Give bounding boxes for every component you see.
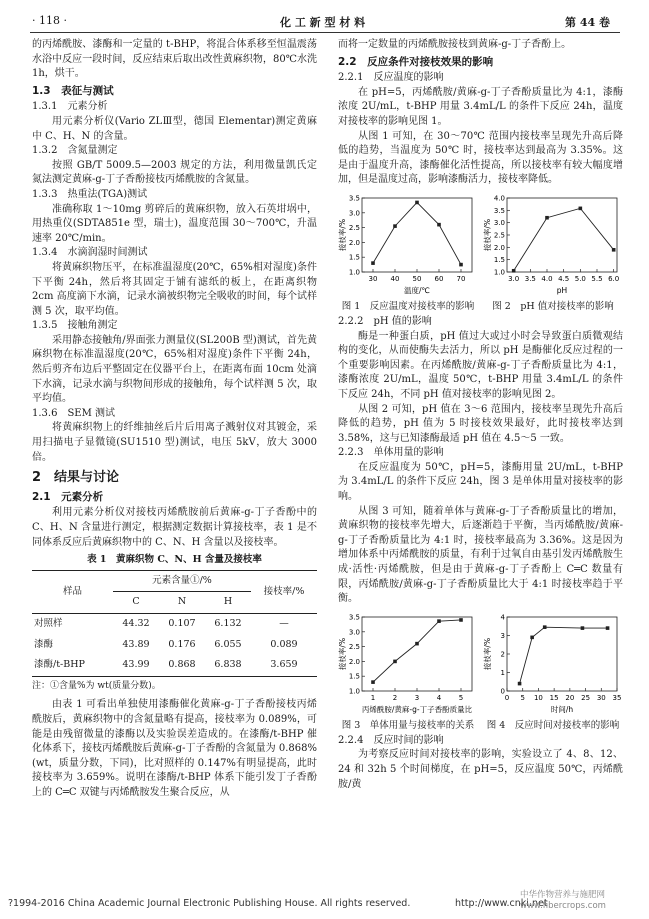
y-axis-label: 接枝率/% [338, 637, 347, 670]
table-row [32, 635, 317, 656]
x-tick-label: 5.0 [574, 274, 586, 283]
copyright-footer: ?1994-2016 China Academic Journal Electronic Publishing House. All rights reserved. [8, 898, 411, 909]
data-point [606, 626, 610, 630]
element-table [32, 570, 317, 677]
right-column [338, 38, 623, 792]
journal-title: 化 工 新 型 材 料 [280, 16, 366, 29]
data-point [393, 659, 397, 663]
x-tick-label: 0 [504, 693, 510, 702]
table-header-sample: 样品 [62, 585, 82, 597]
cell-h: 6.838 [214, 659, 242, 671]
y-tick-label: 1 [500, 668, 505, 677]
x-tick-label: 5.5 [591, 274, 603, 283]
x-tick-label: 50 [412, 274, 422, 283]
y-tick-label: 3 [500, 631, 505, 640]
plot-frame [362, 198, 472, 272]
table-header-elements: 元素含量①/% [113, 570, 251, 592]
x-tick-label: 30 [596, 693, 606, 702]
cell-rate: 3.659 [270, 659, 298, 671]
y-tick-label: 3.0 [348, 628, 360, 637]
x-tick-label: 6.0 [608, 274, 620, 283]
cell-n: 0.868 [168, 659, 196, 671]
paragraph-2-2-3-b: 从图 3 可知，随着单体与黄麻-g-丁子香酚质量比的增加，黄麻织物的接枝率先增大，后逐渐趋于平衡，当丙烯酰胺/黄麻-g-丁子香酚质量比为 4:1 时，接枝率最高为 3.36%。这是因为增加体系中丙烯酰胺的质量，有利于过氧自由基引发丙烯酰胺生成·活性·丙烯酰胺，但是由于黄麻-g-丁子香酚上 C═C 数量有限，丙烯酰胺/黄麻-g-丁子香酚质量比大于 4:1 时接枝率趋于平衡。 [338, 505, 623, 605]
table-header-rate: 接枝率/% [263, 585, 305, 597]
table-caption: 表 1 黄麻织物 C、N、H 含量及接枝率 [87, 554, 262, 566]
y-tick-label: 4.0 [493, 194, 505, 203]
x-tick-label: 1 [370, 693, 376, 702]
x-tick-label: 70 [456, 274, 466, 283]
x-tick-label: 3 [414, 693, 420, 702]
figure-1-chart [338, 192, 478, 300]
y-tick-label: 1.0 [348, 268, 360, 277]
figure-3-caption: 图 3 单体用量与接枝率的关系 [341, 719, 475, 731]
section-2-2-3-heading: 2.2.3 单体用量的影响 [338, 447, 444, 459]
y-tick-label: 0 [500, 687, 505, 696]
y-tick-label: 2.0 [348, 657, 360, 666]
y-axis-label: 接枝率/% [483, 218, 492, 252]
section-2-heading: 2 结果与讨论 [32, 470, 120, 486]
section-1-3-1-heading: 1.3.1 元素分析 [32, 101, 108, 113]
paragraph-2-2-2-a: 酶是一种蛋白质，pH 值过大或过小时会导致蛋白质微观结构的变化，从而使酶失去活力，所以 pH 是酶催化反应过程的一个重要影响因素。在丙烯酰胺/黄麻-g-丁子香酚质量比为 4:1，漆酶浓度 2U/mL，温度 50℃，t-BHP 用量 3.4mL/L 的条件下反应 24h，不同 pH 值对接枝率的影响见图 2。 [338, 330, 623, 400]
y-tick-label: 3.5 [348, 613, 360, 622]
right-top-paragraph: 而将一定数量的丙烯酰胺接枝到黄麻-g-丁子香酚上。 [338, 39, 572, 50]
x-tick-label: 20 [565, 693, 575, 702]
data-point [415, 642, 419, 646]
data-point [612, 248, 616, 252]
x-axis-label: 温度/℃ [404, 285, 430, 295]
x-tick-label: 5 [458, 693, 464, 702]
figure-row-1-2 [338, 192, 623, 313]
data-point [512, 269, 516, 273]
figure-4-caption: 图 4 反应时间对接枝率的影响 [486, 719, 620, 731]
paragraph-1-3-5: 采用静态接触角/界面张力测量仪(SL200B 型)测试，首先黄麻织物在标准温湿度(20℃，65%相对湿度)条件下平衡 24h，然后剪齐布边后平整固定在仪器平台上，在距离布面 10cm 处滴下水滴，记录水滴与织物间形成的接触角，每个试样测 5 次，取平均值。 [32, 334, 317, 405]
x-tick-label: 5 [520, 693, 525, 702]
section-2-2-2-heading: 2.2.2 pH 值的影响 [338, 315, 432, 327]
paragraph-after-table: 由表 1 可看出单独使用漆酶催化黄麻-g-丁子香酚接枝丙烯酰胺后，黄麻织物中的含氮量略有提高，接枝率为 0.089%，可能是由残留微量的漆酶以及实验误差造成的。在漆酶/t-BHP 催化体系下，接枝丙烯酰胺后黄麻-g-丁子香酚的含氮量为 0.868%(wt，质量分数，下同)，比对照样的 0.147%有明显提高，此时接枝率为 3.659%。说明在漆酶/t-BHP 体系下能引发丁子香酚上的 C═C 双键与丙烯酰胺发生聚合反应，从 [32, 699, 317, 798]
header-rule [30, 32, 620, 33]
data-point [459, 263, 463, 267]
x-tick-label: 30 [368, 274, 378, 283]
figure-1-caption: 图 1 反应温度对接枝率的影响 [341, 300, 475, 312]
data-point [437, 223, 441, 227]
cell-n: 0.107 [168, 617, 196, 629]
figure-row-3-4 [338, 611, 623, 732]
cell-sample: 对照样 [34, 617, 63, 629]
figure-2-caption: 图 2 pH 值对接枝率的影响 [492, 300, 614, 312]
y-tick-label: 2.5 [348, 224, 360, 233]
paragraph-1-3-4: 将黄麻织物压平，在标准温湿度(20℃，65%相对湿度)条件下平衡 24h，然后将其固定于铺有滤纸的板上，在距离织物 2cm 高度滴下水滴，记录水滴被织物完全吸收的时间，每个试样测 5 次，取平均值。 [32, 261, 317, 317]
data-point [371, 680, 375, 684]
section-1-3-heading: 1.3 表征与测试 [32, 84, 114, 97]
y-tick-label: 2.0 [493, 243, 505, 252]
data-point [437, 619, 441, 623]
y-tick-label: 1.0 [493, 268, 505, 277]
x-tick-label: 4.5 [558, 274, 570, 283]
table-header-n: N [177, 596, 187, 608]
x-tick-label: 3.5 [524, 274, 536, 283]
cell-rate: — [279, 617, 289, 629]
y-tick-label: 1.5 [493, 256, 505, 265]
y-tick-label: 3.0 [493, 219, 505, 228]
left-column [32, 38, 317, 801]
x-tick-label: 35 [612, 693, 622, 702]
x-tick-label: 4 [436, 693, 442, 702]
paragraph-2-2-2-b: 从图 2 可知，pH 值在 3～6 范围内，接枝率呈现先升高后降低的趋势，pH 值为 5 时接枝效果最好，此时接枝率达到 3.58%，这与已知漆酶最适 pH 值在 4.5～5 一致。 [338, 403, 623, 444]
paragraph-1-3-3: 准确称取 1～10mg 剪碎后的黄麻织物，放入石英坩埚中，用热重仪(SDTA851e 型，瑞士)，温度范围 30～700℃，升温速率 20℃/min。 [32, 203, 317, 244]
paragraph-2-2-3-a: 在反应温度为 50℃，pH=5，漆酶用量 2U/mL，t-BHP 为 3.4mL/L 的条件下反应 24h，图 3 是单体用量对接枝率的影响。 [338, 461, 623, 503]
series-line [373, 620, 461, 682]
cell-n: 0.176 [168, 638, 196, 650]
y-tick-label: 2 [500, 650, 505, 659]
volume-label: 第 44 卷 [565, 16, 610, 29]
data-point [545, 216, 549, 220]
cell-sample: 漆酶 [34, 638, 54, 650]
paragraph-1-3-2: 按照 GB/T 5009.5—2003 规定的方法，利用微量凯氏定氮法测定黄麻-g-丁子香酚接枝丙烯酰胺的含氮量。 [32, 159, 317, 186]
page-number: · 118 · [32, 14, 67, 27]
x-tick-label: 25 [581, 693, 591, 702]
x-tick-label: 2 [392, 693, 398, 702]
x-axis-label: pH [556, 285, 568, 295]
cnki-url[interactable]: http://www.cnki.net [455, 898, 548, 909]
watermark: 中华作物营养与施肥网 www.fibercrops.com [520, 890, 606, 911]
table-note: 注：①含量%为 wt(质量分数)。 [32, 680, 161, 691]
cell-h: 6.132 [214, 617, 242, 629]
y-tick-label: 3.5 [493, 206, 505, 215]
x-axis-label: 时间/h [550, 704, 574, 714]
paragraph-2-1: 利用元素分析仪对接枝丙烯酰胺前后黄麻-g-丁子香酚中的 C、H、N 含量进行测定，根据测定数据计算接枝率，表 1 是不同体系反应后黄麻织物中的 C、N、H 含量以及接枝率。 [32, 507, 317, 548]
cell-sample: 漆酶/t-BHP [34, 659, 85, 671]
y-tick-label: 4 [500, 613, 505, 622]
paragraph-2-2-1-b: 从图 1 可知，在 30～70℃ 范围内接枝率呈现先升高后降低的趋势，当温度为 50℃ 时，接枝率达到最高为 3.35%。这是由于温度升高，漆酶催化活性提高，所以接枝率有较大幅度增加，但是温度过高，影响漆酶活力，接枝率降低。 [338, 130, 623, 186]
y-tick-label: 2.0 [348, 238, 360, 247]
y-tick-label: 2.5 [348, 642, 360, 651]
cell-c: 43.89 [122, 638, 150, 650]
x-axis-label: 丙烯酰胺/黄麻-g-丁子香酚质量比 [361, 704, 473, 714]
data-point [459, 618, 463, 622]
data-point [579, 206, 583, 210]
x-tick-label: 15 [549, 693, 559, 702]
paragraph-2-2-1-a: 在 pH=5，丙烯酰胺/黄麻-g-丁子香酚质量比为 4:1，漆酶浓度 2U/mL，t-BHP 用量 3.4mL/L 的条件下反应 24h，温度对接枝率的影响见图 1。 [338, 86, 623, 127]
data-point [530, 635, 534, 639]
y-axis-label: 接枝率/% [483, 637, 492, 670]
section-1-3-2-heading: 1.3.2 含氮量测定 [32, 145, 118, 157]
section-2-2-4-heading: 2.2.4 反应时间的影响 [338, 734, 444, 746]
table-header-h: H [223, 596, 233, 608]
section-2-2-heading: 2.2 反应条件对接枝效果的影响 [338, 55, 494, 68]
cell-h: 6.055 [214, 638, 242, 650]
data-point [543, 625, 547, 629]
plot-frame [362, 617, 472, 691]
x-tick-label: 10 [533, 693, 543, 702]
section-1-3-6-heading: 1.3.6 SEM 测试 [32, 407, 116, 419]
section-2-2-1-heading: 2.2.1 反应温度的影响 [338, 72, 444, 84]
paragraph-1-3-6: 将黄麻织物上的纤维抽丝后片后用离子溅射仪对其镀金，采用扫描电子显微镜(SU1510 型)测试，电压 5kV，放大 3000 倍。 [32, 422, 317, 463]
section-1-3-3-heading: 1.3.3 热重法(TGA)测试 [32, 188, 148, 200]
x-tick-label: 3.0 [508, 274, 520, 283]
cell-c: 44.32 [122, 617, 150, 629]
cell-c: 43.99 [122, 659, 150, 671]
data-point [581, 626, 585, 630]
table-row [32, 613, 317, 634]
section-1-3-5-heading: 1.3.5 接触角测定 [32, 320, 118, 332]
y-tick-label: 3.0 [348, 209, 360, 218]
section-1-3-4-heading: 1.3.4 水滴润湿时间测试 [32, 247, 148, 259]
y-axis-label: 接枝率/% [338, 218, 347, 252]
intro-paragraph: 的丙烯酰胺、漆酶和一定量的 t-BHP，将混合体系移至恒温震荡水浴中反应一段时间，反应结束后取出改性黄麻织物，80℃水洗 1h，烘干。 [32, 39, 317, 80]
table-header-c: C [132, 596, 140, 608]
y-tick-label: 3.5 [348, 194, 360, 203]
series-line [514, 208, 614, 270]
y-tick-label: 1.5 [348, 253, 360, 262]
figure-4-chart [483, 611, 623, 719]
plot-frame [507, 198, 617, 272]
paragraph-1-3-1: 用元素分析仪(Vario ZLⅢ型，德国 Elementar)测定黄麻中 C、H、N 的含量。 [32, 115, 317, 142]
paragraph-2-2-4: 为考察反应时间对接枝率的影响，实验设立了 4、8、12、24 和 32h 5 个时间梯度，在 pH=5，反应温度 50℃，丙烯酰胺/黄 [338, 749, 623, 790]
section-2-1-heading: 2.1 元素分析 [32, 490, 104, 503]
data-point [371, 261, 375, 265]
data-point [393, 224, 397, 228]
y-tick-label: 1.5 [348, 672, 360, 681]
figure-2-chart [483, 192, 623, 300]
figure-3-chart [338, 611, 478, 719]
y-tick-label: 2.5 [493, 231, 505, 240]
x-tick-label: 60 [434, 274, 444, 283]
data-point [518, 682, 522, 686]
cell-rate: 0.089 [270, 638, 298, 650]
x-tick-label: 40 [390, 274, 400, 283]
y-tick-label: 1.0 [348, 687, 360, 696]
table-row [32, 655, 317, 676]
x-tick-label: 4.0 [541, 274, 553, 283]
series-line [373, 202, 461, 264]
data-point [415, 201, 419, 205]
